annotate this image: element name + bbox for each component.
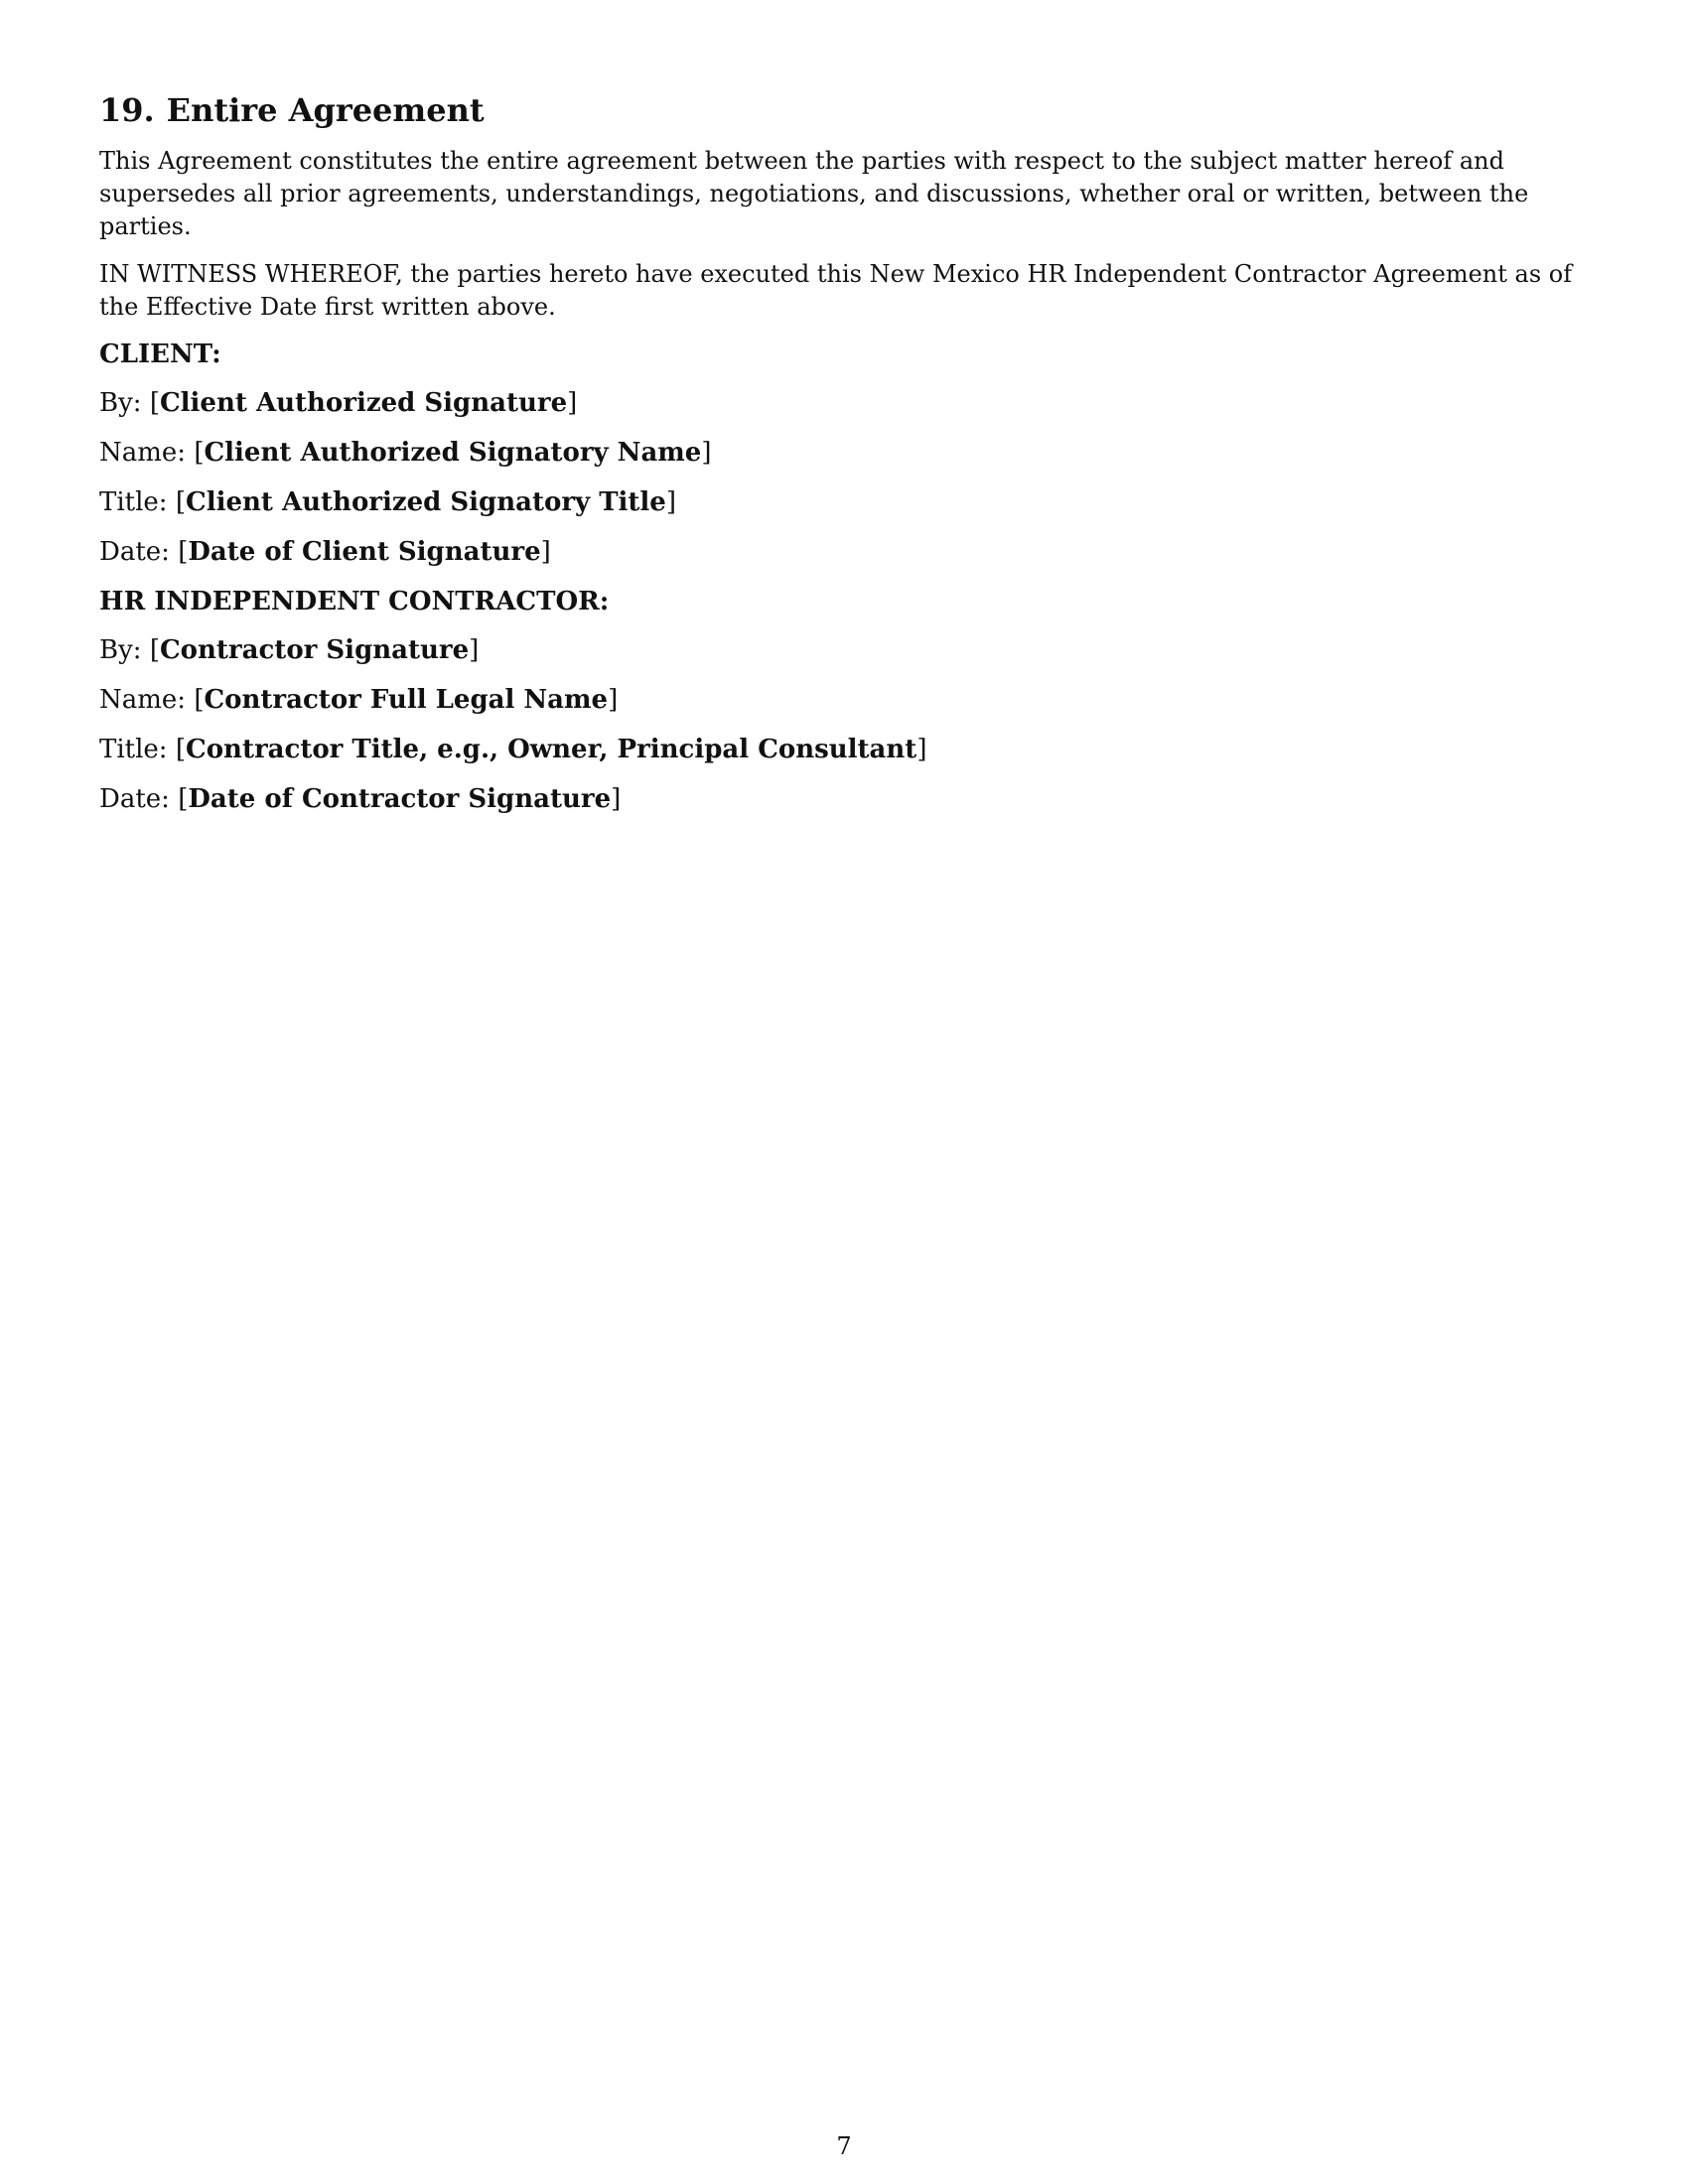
field-label: Name:	[99, 685, 187, 716]
client-heading: CLIENT:	[99, 340, 221, 370]
section-title: Entire Agreement	[166, 91, 485, 129]
client-title-placeholder: Client Authorized Signatory Title	[186, 487, 666, 518]
field-label: Title:	[99, 487, 168, 518]
field-label: By:	[99, 388, 142, 419]
client-name-line: Name: [Client Authorized Signatory Name]	[99, 438, 712, 469]
client-title-line: Title: [Client Authorized Signatory Title]	[99, 487, 676, 518]
field-label: Date:	[99, 537, 170, 568]
contractor-title-line: Title: [Contractor Title, e.g., Owner, Principal Consultant]	[99, 735, 927, 765]
client-date-line: Date: [Date of Client Signature]	[99, 537, 551, 568]
document-page	[99, 91, 1589, 833]
field-label: Date:	[99, 784, 170, 815]
field-label: Title:	[99, 735, 168, 765]
client-signature-placeholder: Client Authorized Signature	[159, 388, 568, 419]
field-label: By:	[99, 635, 142, 666]
contractor-name-placeholder: Contractor Full Legal Name	[204, 685, 609, 716]
contractor-by-line: By: [Contractor Signature]	[99, 635, 480, 666]
section-number: 19.	[99, 91, 155, 129]
contractor-heading: HR INDEPENDENT CONTRACTOR:	[99, 587, 610, 617]
page-number: 7	[836, 2132, 852, 2160]
client-name-placeholder: Client Authorized Signatory Name	[204, 438, 702, 469]
contractor-date-line: Date: [Date of Contractor Signature]	[99, 784, 622, 815]
witness-paragraph: IN WITNESS WHEREOF, the parties hereto have executed this New Mexico HR Independent Contractor Agreement as of the Effective Date first written above.	[99, 260, 1573, 322]
contractor-name-line: Name: [Contractor Full Legal Name]	[99, 685, 619, 716]
client-date-placeholder: Date of Client Signature	[188, 537, 541, 568]
entire-agreement-paragraph: This Agreement constitutes the entire agreement between the parties with respect to the subject matter hereof and supersedes all prior agreements, understandings, negotiations, and discussions, whether oral or written, between the parties.	[99, 147, 1529, 241]
contractor-signature-placeholder: Contractor Signature	[159, 635, 470, 666]
client-by-line: By: [Client Authorized Signature]	[99, 388, 578, 419]
contractor-date-placeholder: Date of Contractor Signature	[188, 784, 612, 815]
section-heading	[99, 91, 1589, 129]
contractor-title-placeholder: Contractor Title, e.g., Owner, Principal Consultant	[186, 735, 917, 765]
field-label: Name:	[99, 438, 187, 469]
